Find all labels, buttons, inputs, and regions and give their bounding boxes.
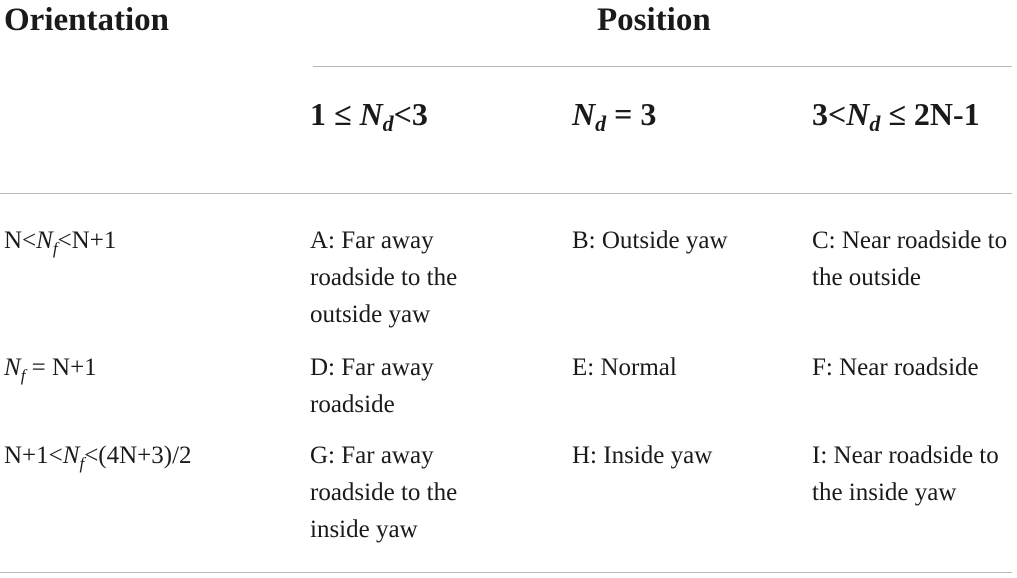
row-2-cell-2: E: Normal <box>572 354 677 381</box>
col-header-3-pre: 3< <box>812 96 847 132</box>
row-2-orientation-sub: f <box>20 366 26 385</box>
row-2-orientation <box>4 349 97 386</box>
col-header-2-post: = 3 <box>606 96 657 132</box>
col-header-1-post: <3 <box>393 96 428 132</box>
col-header-3 <box>812 96 1012 136</box>
row-3-orientation-a: N+1< <box>4 442 63 469</box>
row-1-orientation-b: <N+1 <box>57 227 117 254</box>
col-header-1 <box>310 96 550 136</box>
row-3-cell-2: H: Inside yaw <box>572 442 713 469</box>
col-header-2 <box>572 96 802 136</box>
row-3-cell-3: I: Near roadside to the inside yaw <box>812 442 999 506</box>
col-header-3-var: N <box>846 96 870 132</box>
col-header-3-post: ≤ 2N-1 <box>880 96 980 132</box>
row-1-orientation-var: N <box>36 227 53 254</box>
row-2-cell-3: F: Near roadside <box>812 354 979 381</box>
row-1-orientation <box>4 222 116 259</box>
row-1-orientation-sub: f <box>52 239 58 258</box>
row-3-orientation-b: <(4N+3)/2 <box>84 442 192 469</box>
row-1-cell-2: B: Outside yaw <box>572 227 728 254</box>
row-3-orientation-var: N <box>62 442 80 469</box>
row-2-orientation-var: N <box>4 354 21 381</box>
row-1-cell-3: C: Near roadside to the outside <box>812 227 1008 291</box>
row-3-orientation-sub: f <box>79 454 85 473</box>
row-3-cell-1: G: Far away roadside to the inside yaw <box>310 442 458 543</box>
position-header: Position <box>597 2 711 38</box>
table-bottom-rule <box>0 572 1012 573</box>
col-header-1-sub: d <box>382 111 394 136</box>
row-1-orientation-a: N< <box>4 227 37 254</box>
col-header-1-var: N <box>359 96 383 132</box>
row-1-cell-1: A: Far away roadside to the outside yaw <box>310 227 458 328</box>
col-header-1-pre: 1 ≤ <box>310 96 360 132</box>
col-header-2-sub: d <box>595 111 607 136</box>
row-3-orientation <box>4 437 192 474</box>
header-divider <box>0 193 1012 194</box>
row-2-orientation-b: = N+1 <box>25 354 97 381</box>
orientation-header: Orientation <box>4 2 169 38</box>
col-header-3-sub: d <box>869 111 881 136</box>
col-header-2-var: N <box>572 96 596 132</box>
position-underline <box>313 66 1012 67</box>
row-2-cell-1: D: Far away roadside <box>310 354 434 418</box>
